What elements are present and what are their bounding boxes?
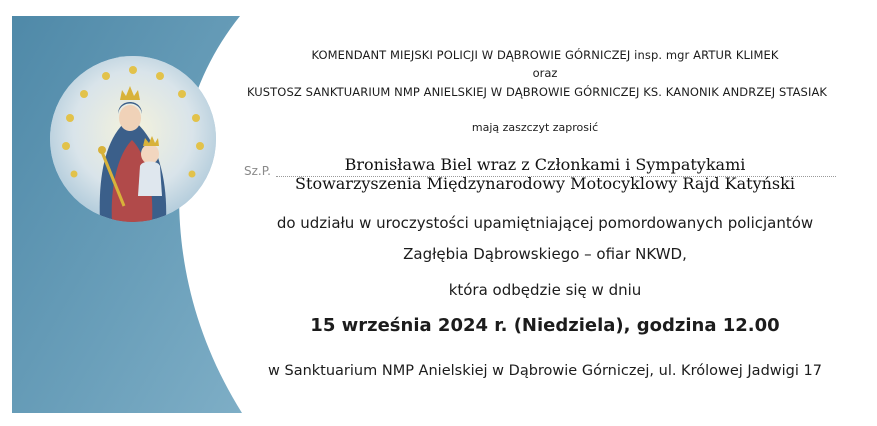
recipient-organization: Stowarzyszenia Międzynarodowy Motocyklowy Rajd Katyński bbox=[295, 174, 795, 193]
invitation-text bbox=[230, 0, 860, 426]
event-region: Zagłębia Dąbrowskiego – ofiar NKWD, bbox=[403, 245, 687, 263]
event-date: 15 września 2024 r. (Niedziela), godzina 12.00 bbox=[310, 315, 780, 336]
event-date-intro: która odbędzie się w dniu bbox=[448, 281, 642, 299]
invite-phrase: mają zaszczyt zaprosić bbox=[471, 121, 599, 134]
recipient-name: Bronisława Biel wraz z Członkami i Sympatykami bbox=[344, 155, 746, 174]
host-line-commander: KOMENDANT MIEJSKI POLICJI W DĄBROWIE GÓRNICZEJ insp. mgr ARTUR KLIMEK bbox=[311, 48, 779, 62]
madonna-medallion-image bbox=[50, 56, 216, 222]
host-line-custodian: KUSTOSZ SANKTUARIUM NMP ANIELSKIEJ W DĄBROWIE GÓRNICZEJ KS. KANONIK ANDRZEJ STASIAK bbox=[246, 85, 828, 99]
host-conjunction: oraz bbox=[532, 66, 558, 80]
event-description: do udziału w uroczystości upamiętniającej pomordowanych policjantów bbox=[276, 214, 814, 232]
recipient-label: Sz.P. bbox=[244, 164, 271, 178]
event-address: w Sanktuarium NMP Anielskiej w Dąbrowie Górniczej, ul. Królowej Jadwigi 17 bbox=[268, 363, 822, 379]
